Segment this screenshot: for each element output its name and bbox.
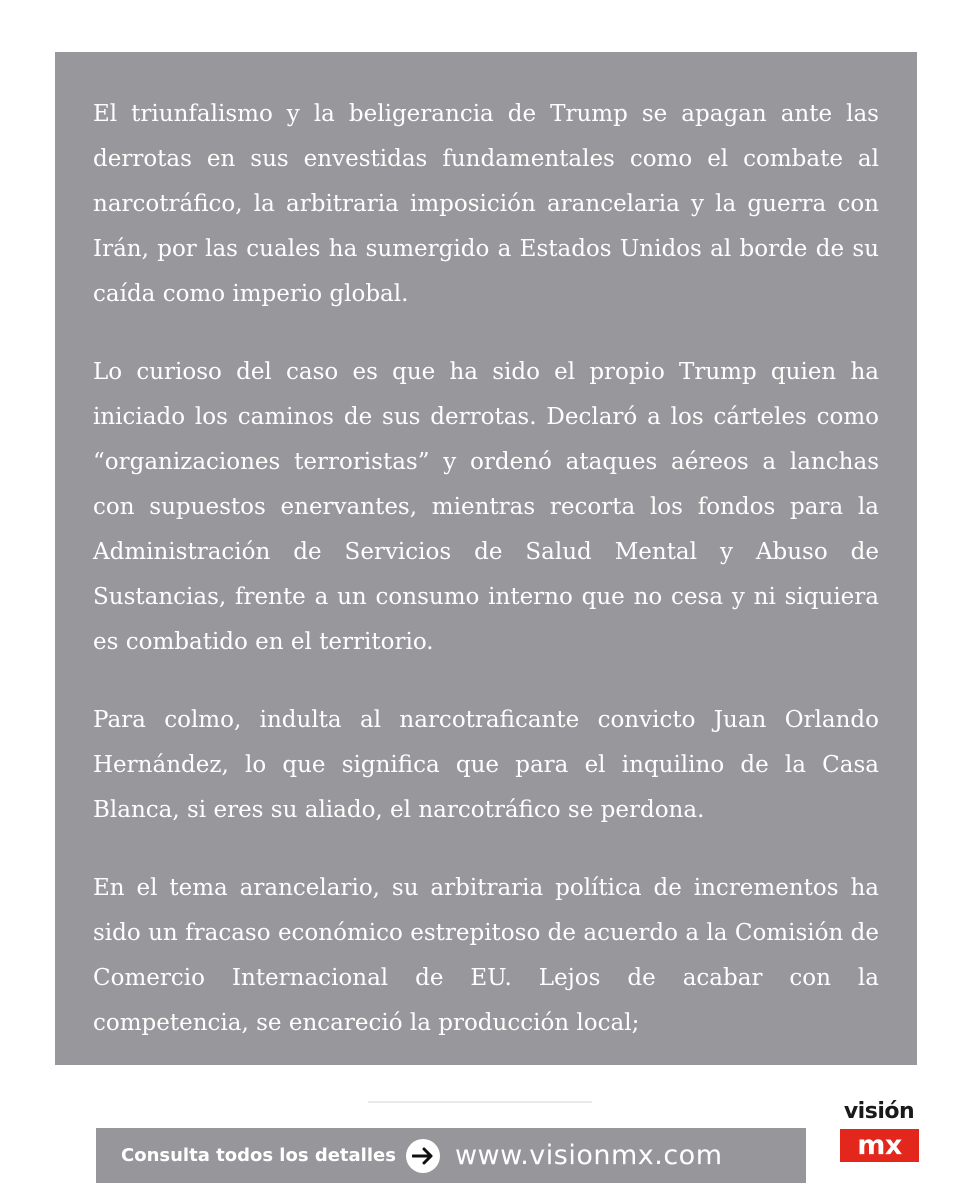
logo-top-text: visión — [843, 1099, 915, 1124]
arrow-right-icon[interactable] — [406, 1139, 440, 1173]
article-paragraph: Lo curioso del caso es que ha sido el propio Trump quien ha iniciado los caminos de sus derrotas. Declaró a los cárteles como “organizaciones terroristas” y ordenó ataques aéreos a lanchas con supuestos enervantes, mientras recorta los fondos para la Administración de Servicios de Salud Mental y Abuso de Sustancias, frente a un consumo interno que no cesa y ni siquiera es combatido en el territorio. — [93, 359, 879, 655]
visionmx-logo — [834, 1098, 924, 1164]
cta-bar[interactable] — [96, 1128, 806, 1183]
website-link[interactable]: www.visionmx.com — [454, 1140, 723, 1171]
article-paragraph: Para colmo, indulta al narcotraficante convicto Juan Orlando Hernández, lo que significa que para el inquilino de la Casa Blanca, si eres su aliado, el narcotráfico se perdona. — [93, 707, 879, 823]
logo-bottom-text: mx — [840, 1129, 919, 1162]
cta-label: Consulta todos los detalles — [121, 1145, 396, 1166]
footer-divider — [368, 1101, 592, 1103]
article-panel — [55, 52, 917, 1065]
article-paragraph: El triunfalismo y la beligerancia de Trump se apagan ante las derrotas en sus envestidas fundamentales como el combate al narcotráfico, la arbitraria imposición arancelaria y la guerra con Irán, por las cuales ha sumergido a Estados Unidos al borde de su caída como imperio global. — [93, 101, 879, 307]
article-paragraph: En el tema arancelario, su arbitraria política de incrementos ha sido un fracaso económico estrepitoso de acuerdo a la Comisión de Comercio Internacional de EU. Lejos de acabar con la competencia, se encareció la producción local; — [93, 875, 879, 1036]
